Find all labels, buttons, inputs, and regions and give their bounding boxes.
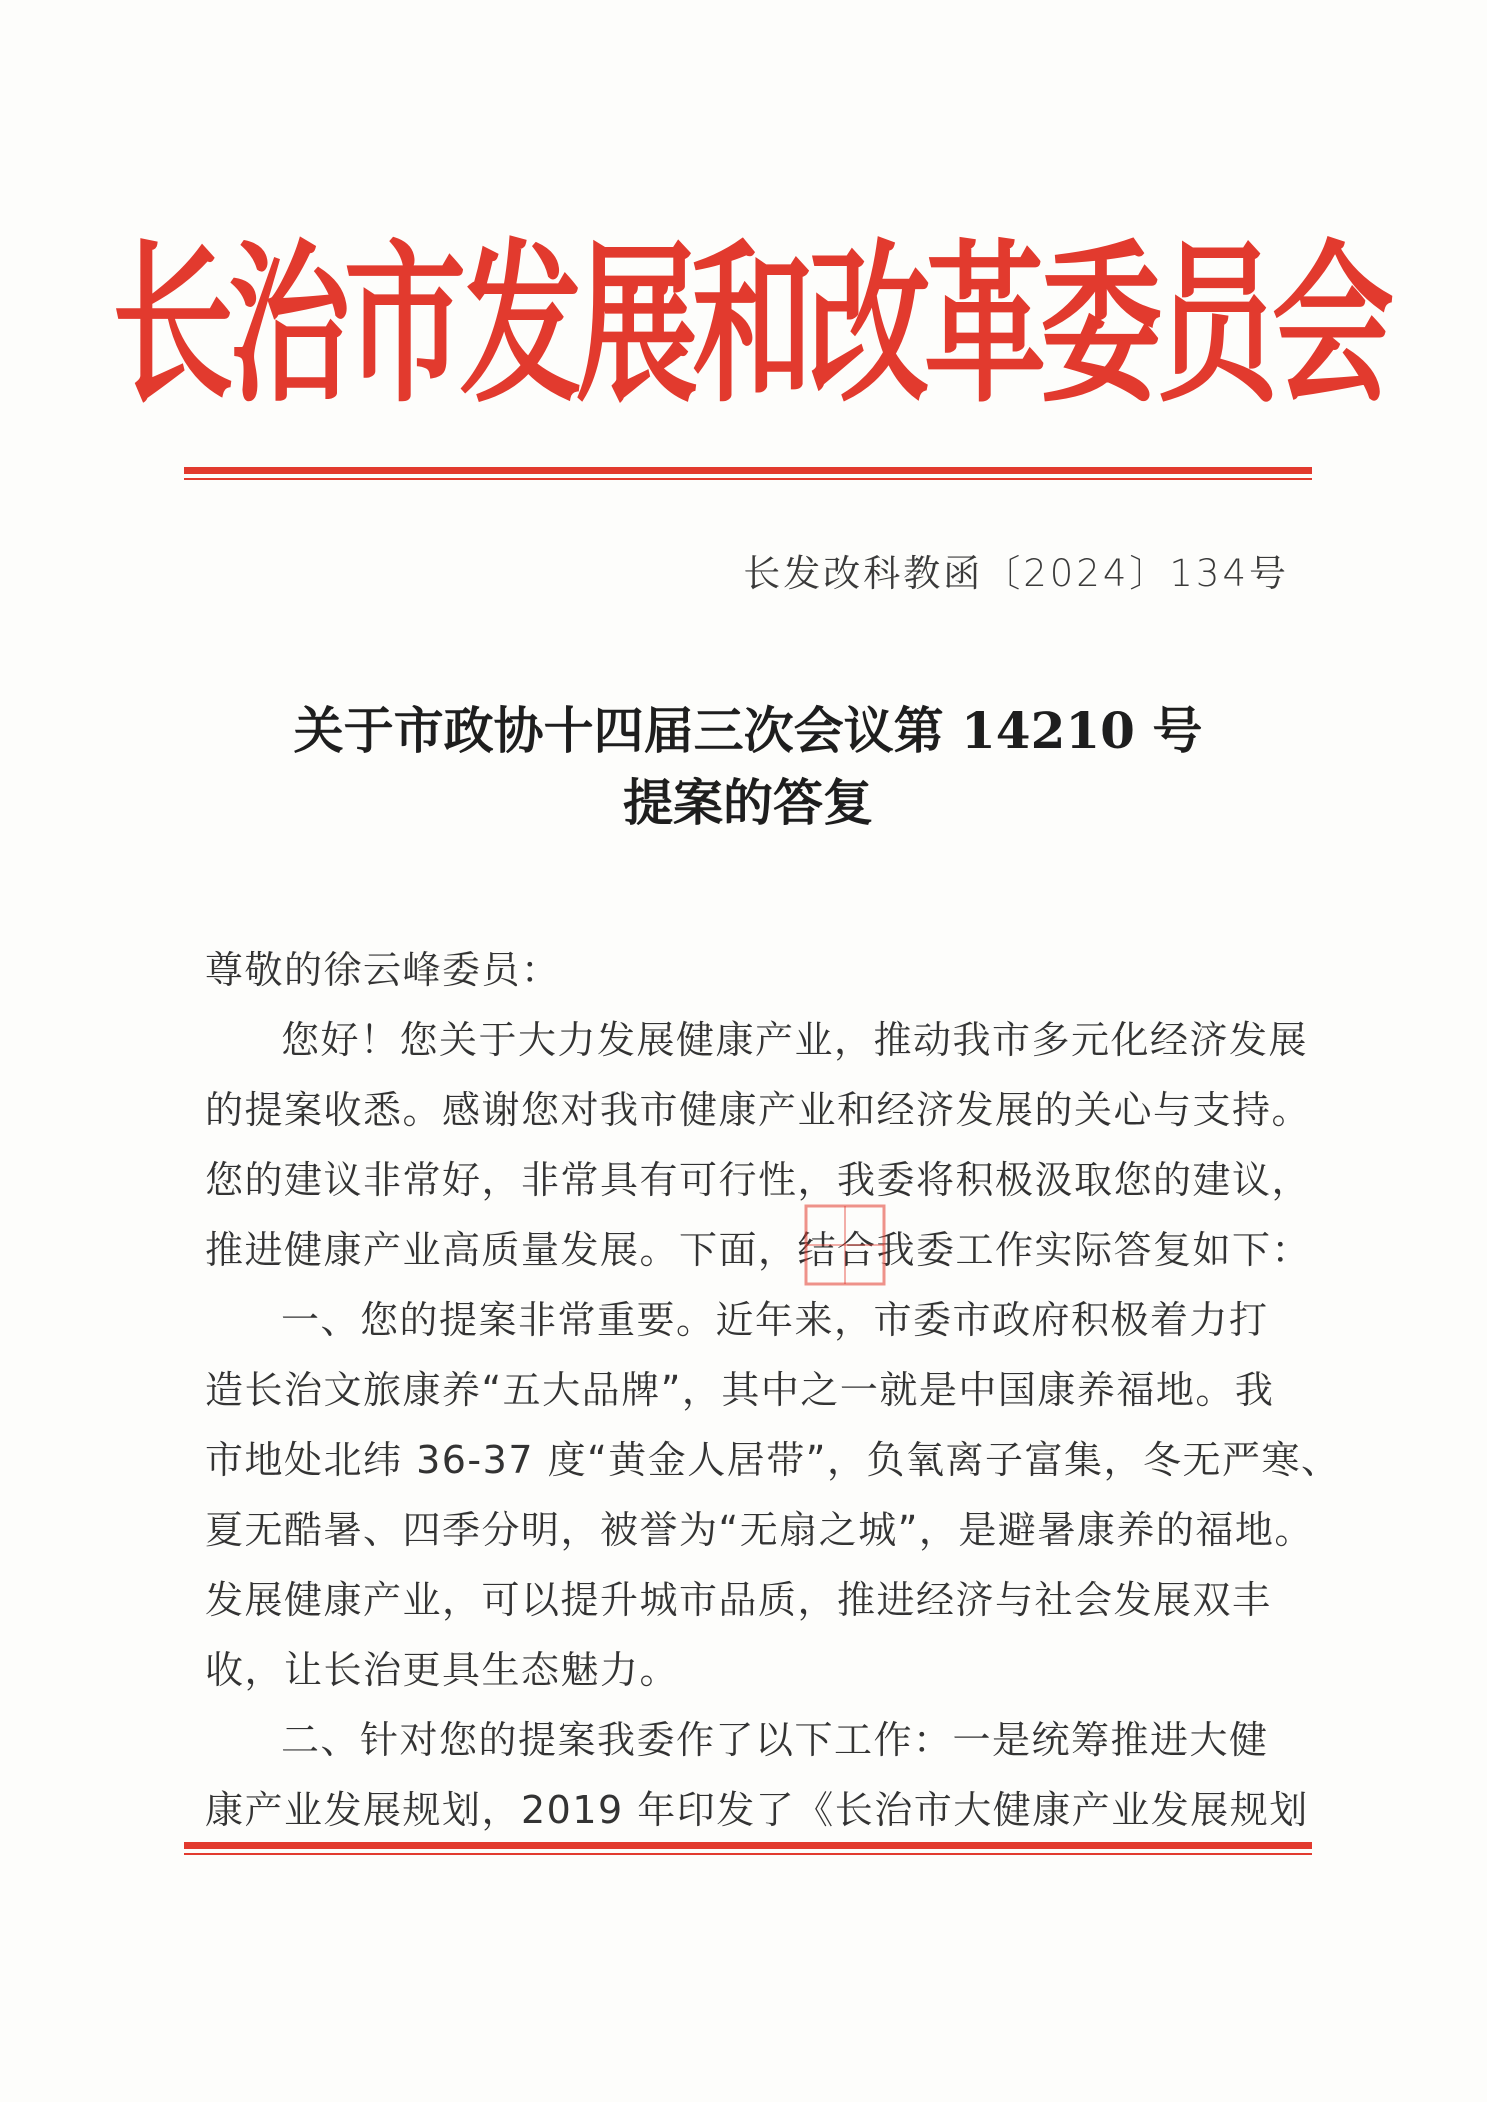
body-line: 发展健康产业，可以提升城市品质，推进经济与社会发展双丰 (205, 1578, 1272, 1622)
footer-divider (184, 1842, 1312, 1855)
seal-stamp-icon (800, 1200, 890, 1290)
body-line: 推进健康产业高质量发展。下面，结合我委工作实际答复如下： (205, 1228, 1312, 1272)
body-line: 造长治文旅康养“五大品牌”，其中之一就是中国康养福地。我 (205, 1368, 1275, 1412)
body-line: 市地处北纬 36-37 度“黄金人居带”，负氧离子富集，冬无严寒、 (205, 1438, 1341, 1482)
body-line: 您的建议非常好，非常具有可行性，我委将积极汲取您的建议， (205, 1158, 1312, 1202)
document-title (180, 695, 1316, 839)
body-line: 收，让长治更具生态魅力。 (205, 1648, 680, 1692)
body-line: 您好！您关于大力发展健康产业，推动我市多元化经济发展 (281, 1018, 1309, 1062)
body-line: 的提案收悉。感谢您对我市健康产业和经济发展的关心与支持。 (205, 1088, 1312, 1132)
body-line: 康产业发展规划，2019 年印发了《长治市大健康产业发展规划 (205, 1788, 1309, 1832)
body-line: 二、针对您的提案我委作了以下工作：一是统筹推进大健 (281, 1718, 1269, 1762)
body-line: 一、您的提案非常重要。近年来，市委市政府积极着力打 (281, 1298, 1269, 1342)
title-line-1: 关于市政协十四届三次会议第 14210 号 (293, 701, 1203, 760)
title-line-2: 提案的答复 (623, 773, 873, 832)
document-number: 长发改科教函〔2024〕134号 (743, 552, 1289, 595)
org-name: 长治市发展和改革委员会 (112, 221, 1388, 426)
org-header (112, 215, 1388, 426)
header-divider (184, 467, 1312, 480)
body-line: 夏无酷暑、四季分明，被誉为“无扇之城”，是避暑康养的福地。 (205, 1508, 1314, 1552)
salutation: 尊敬的徐云峰委员： (205, 948, 561, 992)
document-body (205, 935, 1341, 1845)
